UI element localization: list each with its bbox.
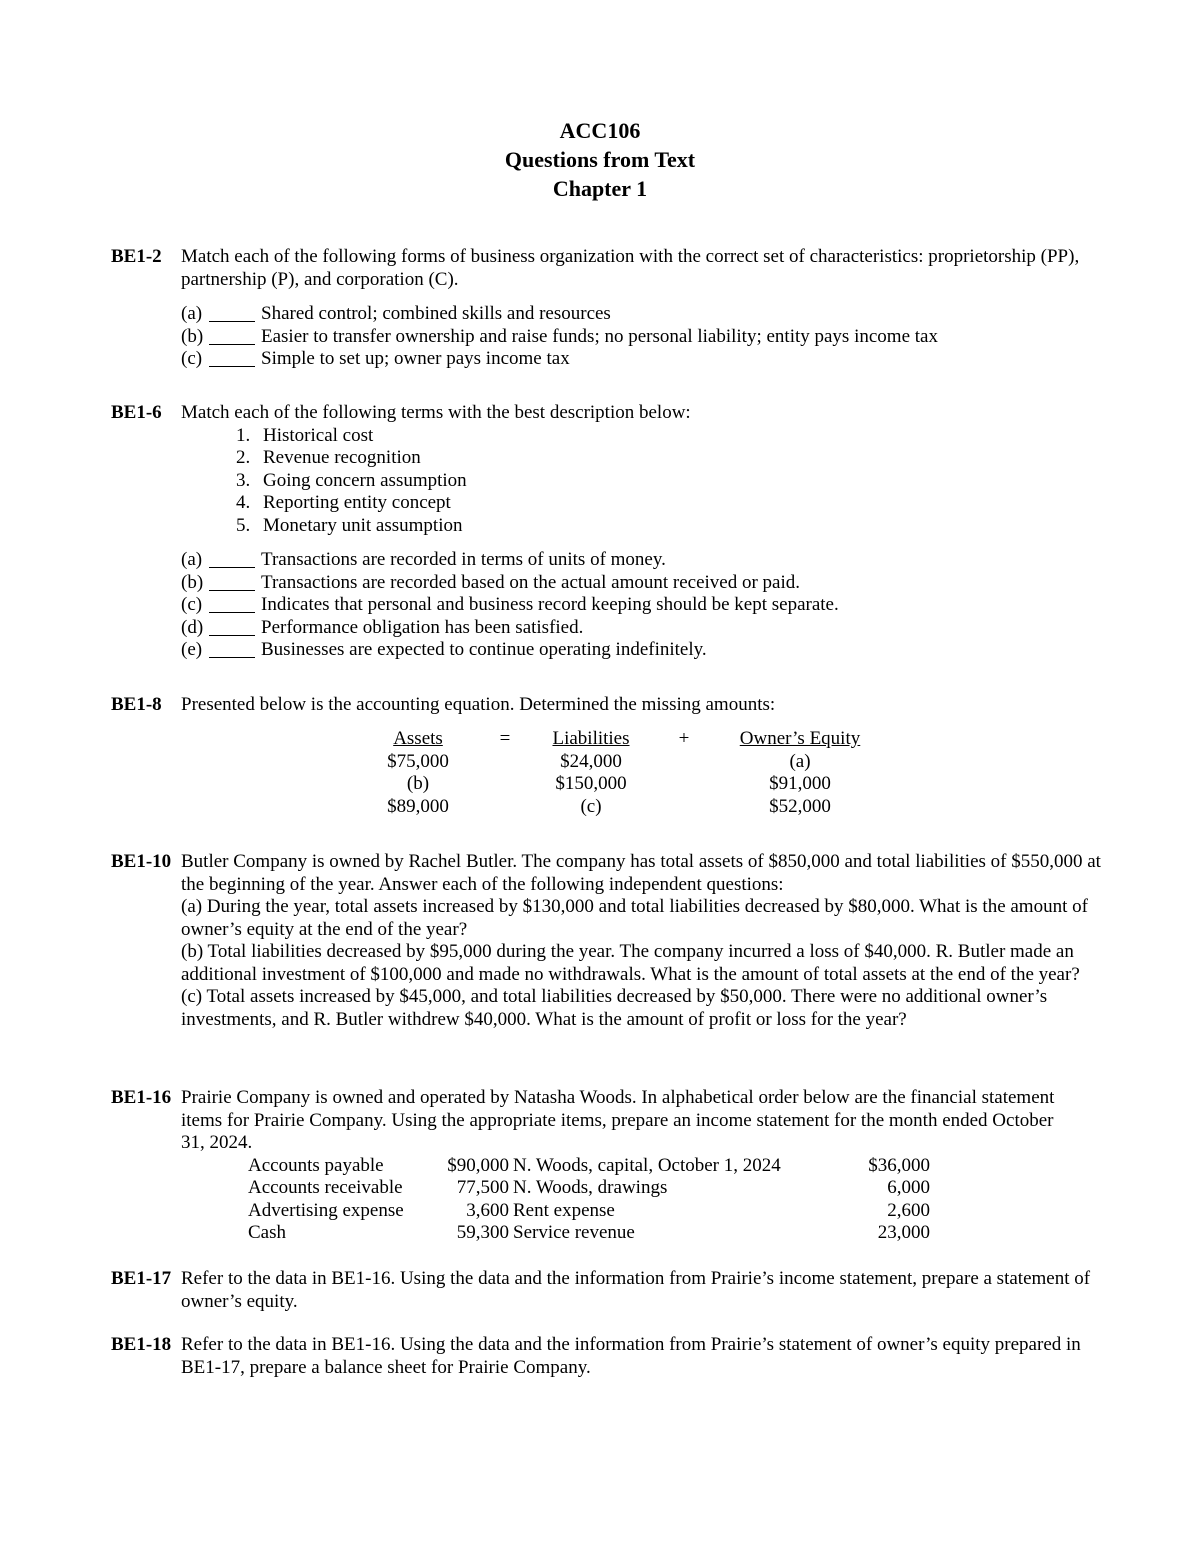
term-item: 5. Monetary unit assumption (236, 514, 463, 536)
question-text: Presented below is the accounting equation. Determined the missing amounts: (181, 694, 776, 715)
accounting-equation-table (375, 728, 865, 818)
question-be1-10 (111, 851, 1101, 1031)
question-id: BE1-18 (111, 1334, 172, 1355)
financial-items-table (248, 1155, 930, 1245)
question-be1-6 (111, 402, 1101, 662)
question-id: BE1-10 (111, 851, 172, 872)
table-row: Accounts payable $90,000 N. Woods, capital, October 1, 2024 $36,000 (248, 1154, 930, 1176)
question-text: Refer to the data in BE1-16. Using the data and the information from Prairie’s income statement, prepare a statement of owner’s equity. (181, 1268, 1091, 1312)
question-text: Match each of the following terms with the best description below: (181, 402, 691, 423)
chapter-label: Chapter 1 (552, 176, 648, 201)
document-header (0, 116, 1200, 203)
question-id: BE1-2 (111, 246, 162, 267)
question-be1-17 (111, 1268, 1101, 1313)
table-header-row (375, 728, 865, 751)
table-row: Cash 59,300 Service revenue 23,000 (248, 1222, 930, 1243)
question-text: Match each of the following forms of business organization with the correct set of characteristics: proprietorship (PP), partnership (P), and corporation (C). (181, 246, 1080, 290)
option-item: (b) Transactions are recorded based on the actual amount received or paid. (181, 571, 801, 593)
answer-options (181, 303, 1101, 371)
answer-blank[interactable] (209, 326, 255, 345)
plus-sign: + (678, 728, 690, 749)
question-id: BE1-6 (111, 402, 162, 423)
table-row: $75,000 $24,000 (a) (387, 750, 811, 772)
option-item: (c) Simple to set up; owner pays income tax (181, 348, 570, 369)
table-row: Advertising expense 3,600 Rent expense 2,600 (248, 1199, 930, 1221)
answer-blank[interactable] (209, 303, 255, 322)
sub-question-b: (b) Total liabilities decreased by $95,000 during the year. The company incurred a loss of $40,000. R. Butler made an additional investment of $100,000 and made no withdrawals. What is the amount of total assets at the end of the year? (181, 941, 1080, 985)
equity-header: Owner’s Equity (739, 728, 861, 749)
answer-blank[interactable] (209, 572, 255, 591)
question-text: Refer to the data in BE1-16. Using the data and the information from Prairie’s statement of owner’s equity prepared in BE1-17, prepare a balance sheet for Prairie Company. (181, 1334, 1081, 1378)
answer-blank[interactable] (209, 639, 255, 658)
question-id: BE1-17 (111, 1268, 172, 1289)
question-id: BE1-16 (111, 1087, 172, 1108)
option-item: (b) Easier to transfer ownership and raise funds; no personal liability; entity pays income tax (181, 325, 938, 347)
table-row: (b) $150,000 $91,000 (406, 773, 831, 794)
terms-list (236, 425, 1101, 538)
term-item: 4. Reporting entity concept (236, 492, 451, 513)
question-be1-2 (111, 246, 1101, 371)
course-code: ACC106 (559, 118, 641, 143)
question-be1-16 (111, 1087, 1101, 1245)
sub-question-a: (a) During the year, total assets increased by $130,000 and total liabilities decreased by $80,000. What is the amount of owner’s equity at the end of the year? (181, 896, 1088, 940)
question-intro: Butler Company is owned by Rachel Butler. The company has total assets of $850,000 and total liabilities of $550,000 at the beginning of the year. Answer each of the following independent questions: (181, 851, 1101, 895)
question-text: Prairie Company is owned and operated by Natasha Woods. In alphabetical order below are the financial statement items for Prairie Company. Using the appropriate items, prepare an income statement for the month ended October 31, 2024. (181, 1087, 1055, 1153)
assets-header: Assets (393, 728, 443, 749)
answer-blank[interactable] (209, 617, 255, 636)
term-item: 1. Historical cost (236, 424, 374, 446)
option-item: (d) Performance obligation has been satisfied. (181, 616, 584, 638)
document-title: Questions from Text (504, 147, 696, 172)
table-row: $89,000 (c) $52,000 (387, 795, 831, 817)
question-be1-8 (111, 694, 1101, 717)
option-item: (c) Indicates that personal and business record keeping should be kept separate. (181, 594, 839, 615)
term-item: 3. Going concern assumption (236, 469, 467, 491)
term-item: 2. Revenue recognition (236, 447, 421, 468)
equals-sign: = (499, 728, 511, 749)
option-item: (a) Shared control; combined skills and resources (181, 303, 611, 324)
table-row: Accounts receivable 77,500 N. Woods, drawings 6,000 (248, 1177, 930, 1198)
question-id: BE1-8 (111, 694, 162, 715)
option-item: (a) Transactions are recorded in terms of units of money. (181, 549, 666, 570)
answer-blank[interactable] (209, 348, 255, 367)
sub-question-c: (c) Total assets increased by $45,000, and total liabilities decreased by $50,000. There were no additional owner’s investments, and R. Butler withdrew $40,000. What is the amount of profit or loss for the year? (181, 986, 1048, 1030)
answer-blank[interactable] (209, 549, 255, 568)
answer-blank[interactable] (209, 594, 255, 613)
liabilities-header: Liabilities (552, 728, 630, 749)
answer-options (181, 549, 1101, 662)
question-be1-18 (111, 1334, 1101, 1379)
option-item: (e) Businesses are expected to continue operating indefinitely. (181, 639, 707, 660)
